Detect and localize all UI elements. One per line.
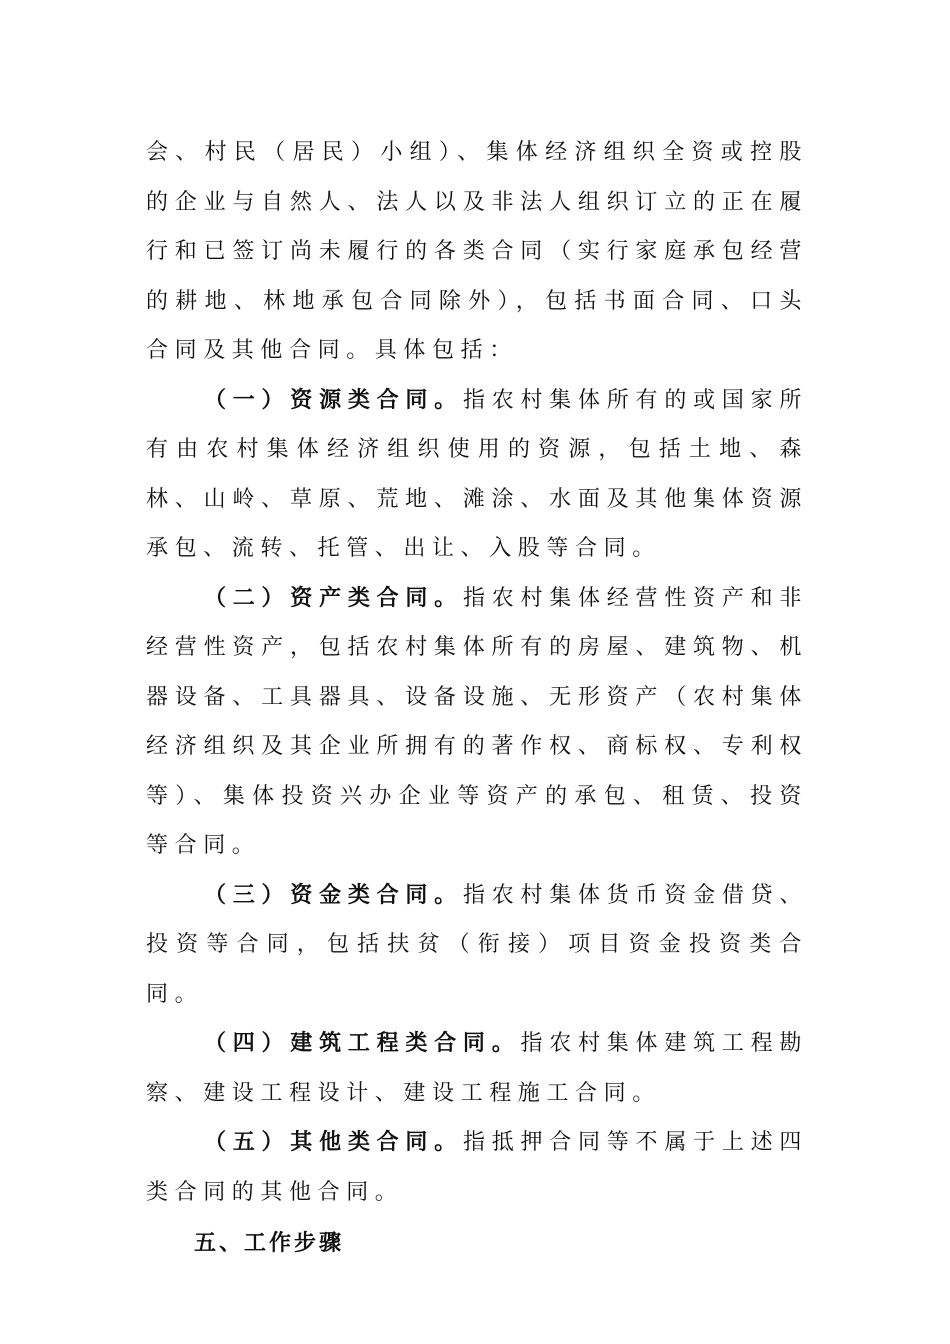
item-funds — [146, 871, 808, 1020]
item-assets — [146, 574, 808, 871]
item-assets-text: 指农村集体经营性资产和非经营性资产，包括农村集体所有的房屋、建筑物、机器设备、工具器具、设备设施、无形资产（农村集体经济组织及其企业所拥有的著作权、商标权、专利权等）、集体投资兴办企业等资产的承包、租赁、投资等合同。 — [146, 585, 809, 858]
item-resources-text: 指农村集体所有的或国家所有由农村集体经济组织使用的资源，包括土地、森林、山岭、草原、荒地、滩涂、水面及其他集体资源承包、流转、托管、出让、入股等合同。 — [146, 387, 809, 561]
intro-paragraph: 会、村民（居民）小组）、集体经济组织全资或控股的企业与自然人、法人以及非法人组织订立的正在履行和已签订尚未履行的各类合同（实行家庭承包经营的耕地、林地承包合同除外），包括书面合同、口头合同及其他合同。具体包括： — [146, 140, 808, 363]
item-resources — [146, 376, 808, 574]
item-construction-text: 指农村集体建筑工程勘察、建设工程设计、建设工程施工合同。 — [146, 1031, 808, 1106]
item-assets-title: （二）资产类合同。 — [204, 585, 463, 611]
item-other-text: 指抵押合同等不属于上述四类合同的其他合同。 — [146, 1130, 809, 1205]
item-construction-title: （四）建筑工程类合同。 — [204, 1031, 521, 1056]
item-other-title: （五）其他类合同。 — [204, 1130, 463, 1155]
item-funds-title: （三）资金类合同。 — [204, 882, 463, 908]
item-funds-text: 指农村集体货币资金借贷、投资等合同，包括扶贫（衔接）项目资金投资类合同。 — [146, 882, 809, 1007]
section-heading: 五、工作步骤 — [194, 1231, 345, 1256]
document-body — [146, 128, 808, 1269]
item-resources-title: （一）资源类合同。 — [204, 387, 463, 413]
item-other — [146, 1118, 808, 1217]
item-construction — [146, 1019, 808, 1118]
